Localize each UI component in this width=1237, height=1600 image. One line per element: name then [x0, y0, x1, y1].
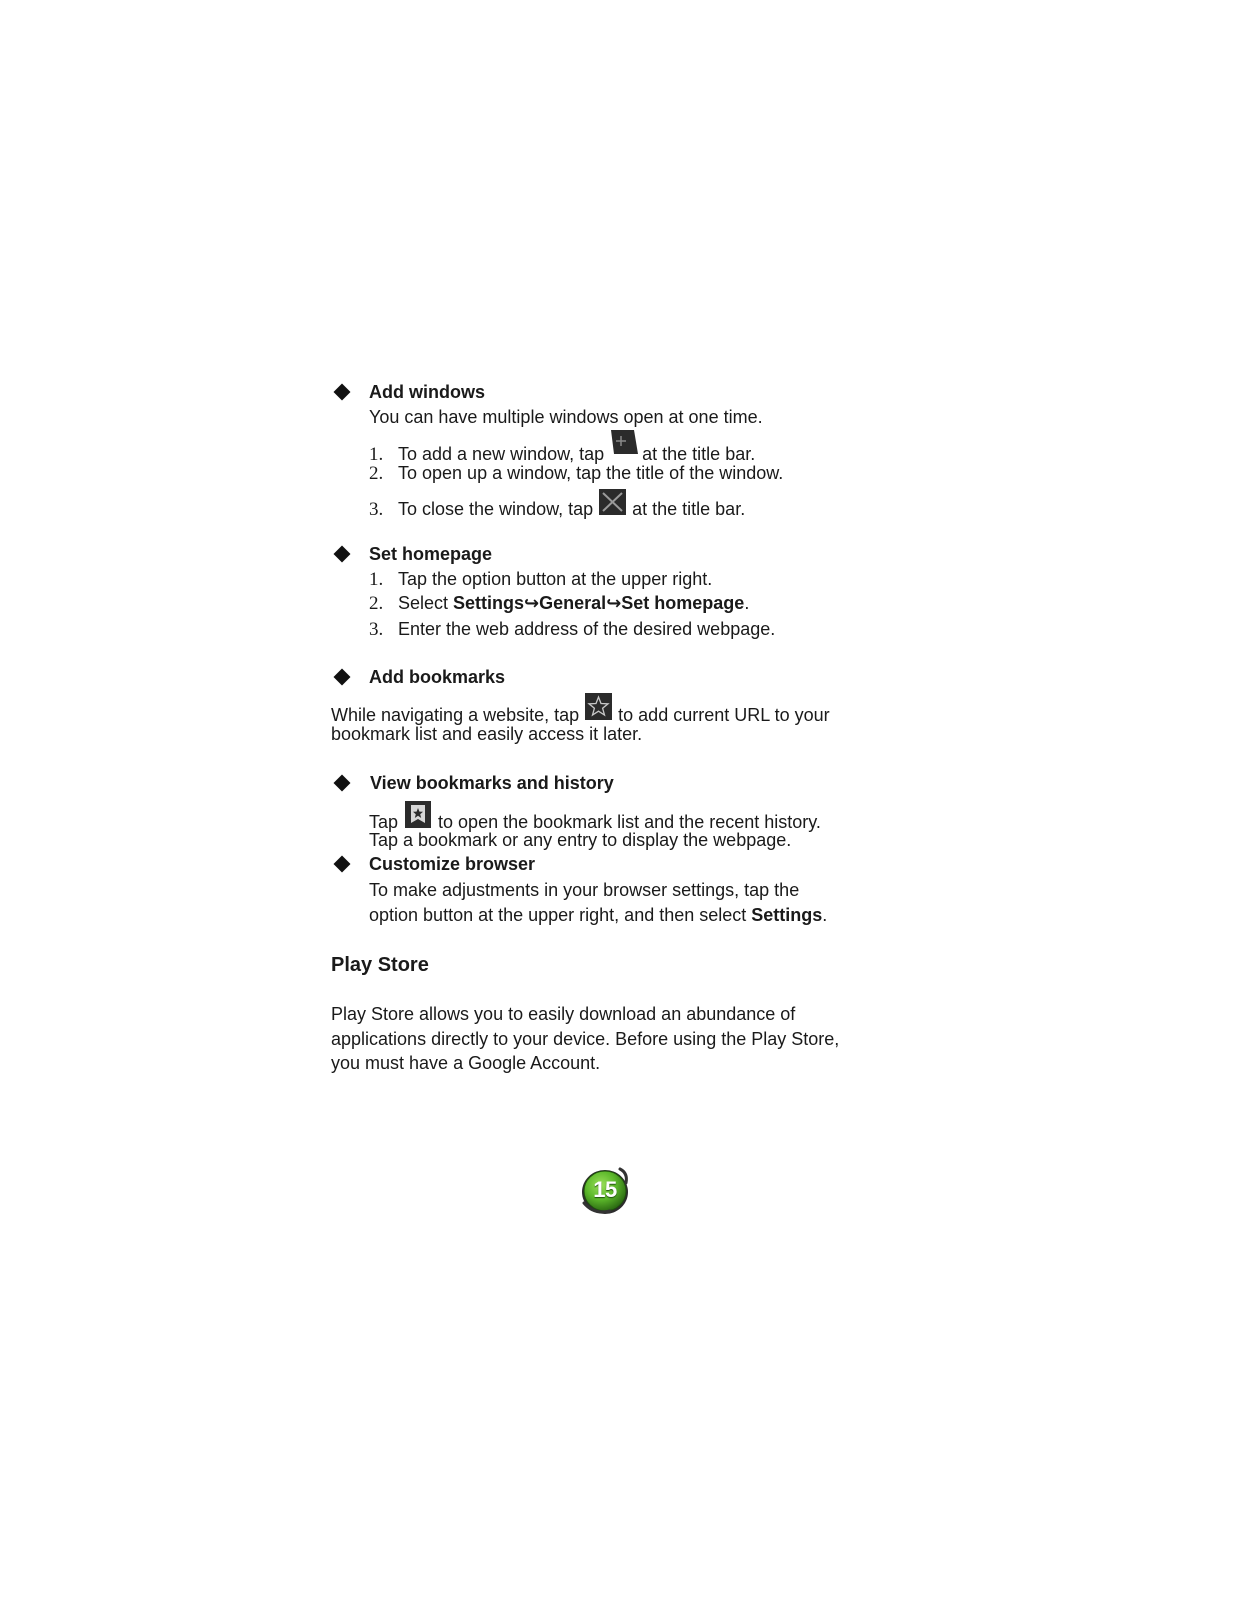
- page-number-badge: [580, 1165, 630, 1217]
- step-text: at the title bar.: [642, 444, 756, 464]
- add-windows-heading: Add windows: [369, 382, 485, 402]
- set-homepage-step-3: [369, 617, 775, 642]
- close-window-icon: [599, 489, 626, 515]
- step-text: .: [744, 593, 750, 613]
- settings-path-settings: Settings: [453, 593, 525, 613]
- add-windows-intro: You can have multiple windows open at one time.: [369, 407, 763, 427]
- paragraph-text: to open the bookmark list and the recent history.: [438, 812, 821, 832]
- set-homepage-step-1: [369, 567, 712, 592]
- bullet-diamond-icon: [334, 546, 351, 563]
- arrow-icon: ↪: [524, 593, 540, 613]
- step-number: 3.: [369, 619, 384, 640]
- settings-path-set-homepage: Set homepage: [621, 593, 745, 613]
- add-windows-step-2: [369, 461, 783, 486]
- settings-label: Settings: [751, 905, 823, 925]
- arrow-icon: ↪: [606, 593, 622, 613]
- paragraph-text: .: [822, 905, 828, 925]
- bullet-diamond-icon: [334, 384, 351, 401]
- bullet-diamond-icon: [334, 856, 351, 873]
- step-number: 3.: [369, 499, 384, 520]
- play-store-line-2: applications directly to your device. Before using the Play Store,: [331, 1029, 840, 1049]
- set-homepage-step-2: [369, 591, 749, 616]
- bookmark-star-icon: [585, 693, 612, 720]
- add-bookmarks-line-2: bookmark list and easily access it later.: [331, 724, 643, 744]
- bullet-diamond-icon: [334, 775, 351, 792]
- play-store-title: Play Store: [331, 954, 429, 976]
- step-text: Tap the option button at the upper right.: [398, 569, 713, 589]
- customize-browser-line-1: To make adjustments in your browser settings, tap the: [369, 880, 800, 900]
- view-bookmarks-heading: View bookmarks and history: [370, 773, 614, 793]
- step-number: 1.: [369, 444, 384, 465]
- set-homepage-heading: Set homepage: [369, 544, 493, 564]
- step-text: To open up a window, tap the title of the window.: [398, 463, 784, 483]
- step-text: To add a new window, tap: [398, 444, 605, 464]
- step-text: To close the window, tap: [398, 499, 594, 519]
- step-text: Enter the web address of the desired webpage.: [398, 619, 776, 639]
- bookmarks-list-icon: [405, 801, 431, 828]
- settings-path-general: General: [539, 593, 607, 613]
- page-number: 15: [593, 1177, 617, 1202]
- play-store-line-1: Play Store allows you to easily download an abundance of: [331, 1004, 796, 1024]
- step-text: at the title bar.: [632, 499, 746, 519]
- customize-browser-line-2: [369, 903, 827, 927]
- add-bookmarks-heading: Add bookmarks: [369, 667, 506, 687]
- step-number: 1.: [369, 569, 384, 590]
- bullet-diamond-icon: [334, 669, 351, 686]
- play-store-line-3: you must have a Google Account.: [331, 1053, 601, 1073]
- paragraph-text: option button at the upper right, and then select: [369, 905, 752, 925]
- add-windows-step-3: [369, 492, 745, 522]
- paragraph-text: to add current URL to your: [618, 705, 830, 725]
- paragraph-text: Tap: [369, 812, 399, 832]
- customize-browser-heading: Customize browser: [369, 854, 536, 874]
- step-number: 2.: [369, 463, 384, 484]
- paragraph-text: While navigating a website, tap: [331, 705, 580, 725]
- new-window-icon: [608, 430, 640, 456]
- step-number: 2.: [369, 593, 384, 614]
- step-text: Select: [398, 593, 454, 613]
- view-bookmarks-line-2: Tap a bookmark or any entry to display the webpage.: [369, 830, 792, 850]
